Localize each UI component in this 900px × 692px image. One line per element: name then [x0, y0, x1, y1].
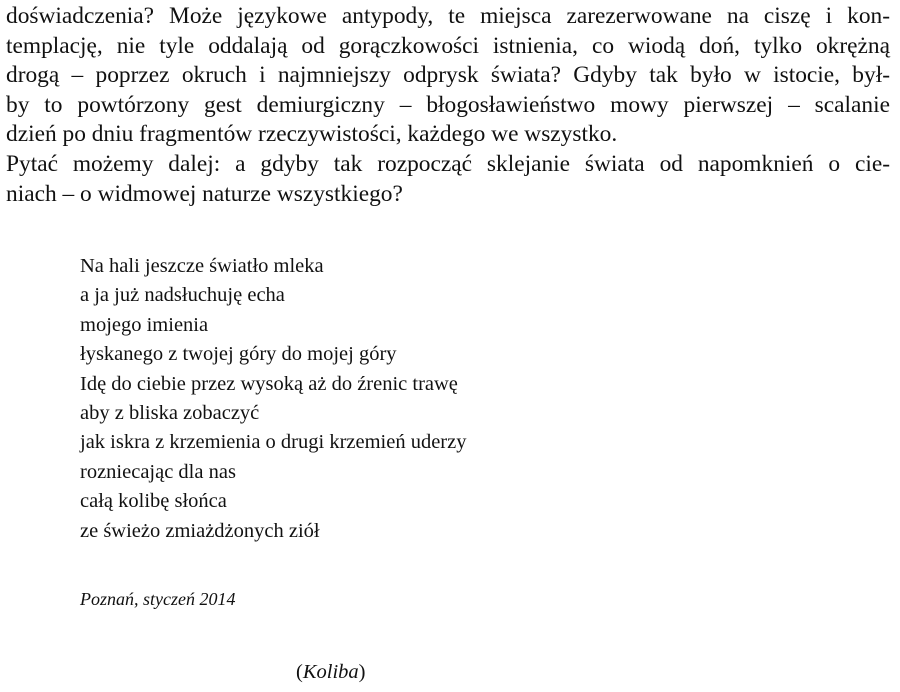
prose-line: niach – o widmowej naturze wszystkiego?: [6, 180, 403, 207]
poem-verse: łyskanego z twojej góry do mojej góry: [80, 343, 397, 366]
title-close-paren: ): [358, 661, 366, 683]
prose-line: dzień po dniu fragmentów rzeczywistości, każdego we wszystko.: [6, 121, 618, 148]
poem-verse: ze świeżo zmiażdżonych ziół: [80, 519, 320, 542]
prose-line: templację, nie tyle oddalają od gorączkowości istnienia, co wiodą doń, tylko okrężną: [6, 32, 890, 59]
poem-title: Koliba: [302, 661, 359, 683]
prose-line: Pytać możemy dalej: a gdyby tak rozpocząć sklejanie świata od napomknień o cie-: [6, 150, 890, 177]
prose-paragraphs: [6, 2, 890, 209]
poem-verse: Na hali jeszcze światło mleka: [80, 255, 324, 277]
poem-verse: całą kolibę słońca: [80, 490, 227, 513]
poem-verse: a ja już nadsłuchuję echa: [80, 284, 285, 307]
poem: [80, 252, 467, 546]
prose-line: by to powtórzony gest demiurgiczny – błogosławieństwo mowy pierwszej – scalanie: [6, 91, 890, 118]
poem-verse: jak iskra z krzemienia o drugi krzemień uderzy: [80, 431, 467, 454]
poem-verse: Idę do ciebie przez wysoką aż do źrenic trawę: [80, 372, 458, 395]
poem-verse: mojego imienia: [80, 313, 209, 336]
poem-title-note: [296, 661, 365, 684]
place-date-signature: Poznań, styczeń 2014: [80, 589, 236, 609]
poem-verse: rozniecając dla nas: [80, 460, 236, 483]
poem-verse: aby z bliska zobaczyć: [80, 402, 260, 425]
prose-line: drogą – poprzez okruch i najmniejszy odprysk świata? Gdyby tak było w istocie, był-: [6, 62, 890, 89]
title-open-paren: (: [296, 661, 303, 683]
prose-line: doświadczenia? Może językowe antypody, te miejsca zarezerwowane na ciszę i kon-: [6, 3, 890, 29]
